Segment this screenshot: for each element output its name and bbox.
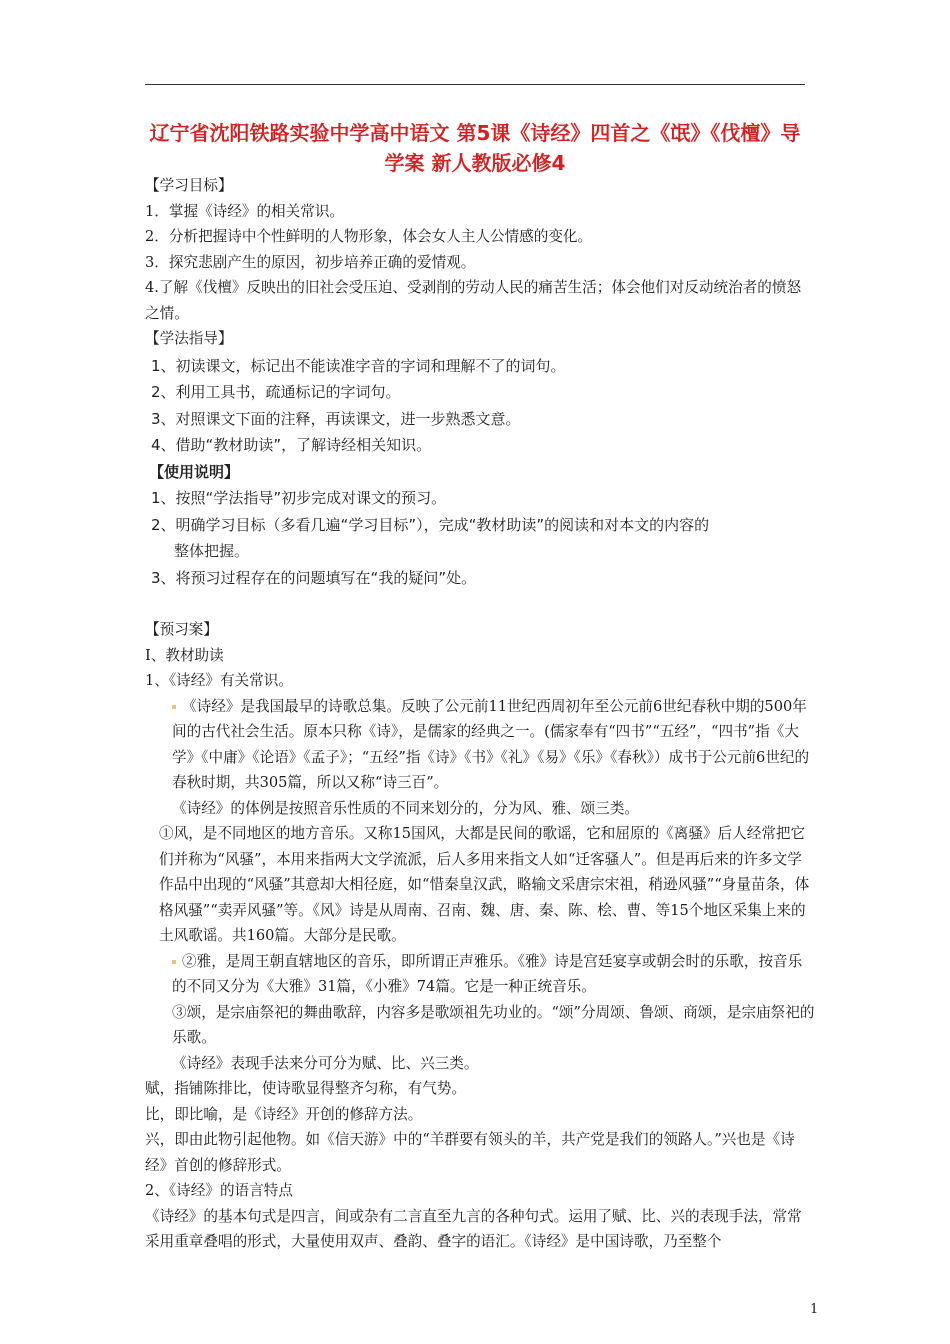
document-body	[145, 173, 815, 1255]
objective-item-2: 2．分析把握诗中个性鲜明的人物形象，体会女人主人公情感的变化。	[145, 228, 593, 245]
paragraph-overview-text: 《诗经》是我国最早的诗歌总集。反映了公元前11世纪西周初年至公元前6世纪春秋中期的500年间的古代社会生活。原本只称《诗》，是儒家的经典之一。(儒家奉有“四书”“五经”，“四书”指《大学》《中庸》《论语》《孟子》；“五经”指《诗》《书》《礼》《易》《乐》《春秋》）成书于公元前6世纪的春秋时期，共305篇，所以又称“诗三百”。	[172, 697, 810, 791]
objective-item-1: 1．掌握《诗经》的相关常识。	[145, 202, 345, 220]
method-heading: 【学法指导】	[145, 330, 233, 347]
paragraph-techniques: 《诗经》表现手法来分可分为赋、比、兴三类。	[172, 1054, 479, 1072]
paragraph-song: ③颂，是宗庙祭祀的舞曲歌辞，内容多是歌颂祖先功业的。“颂”分周颂、鲁颂、商颂，是宗庙祭祀的乐歌。	[172, 1003, 815, 1046]
usage-item-2-continued: 整体把握。	[174, 542, 250, 560]
paragraph-feng: ①风，是不同地区的地方音乐。又称15国风，大都是民间的歌谣，它和屈原的《离骚》后人经常把它们并称为“风骚”，本用来指两大文学流派，后人多用来指文人如“迁客骚人”。但是再后来的许多文学作品中出现的“风骚”其意却大相径庭，如“惜秦皇汉武，略输文采唐宗宋祖，稍逊风骚”“身量苗条，体格风骚”“卖弄风骚”等。《风》诗是从周南、召南、魏、唐、秦、陈、桧、曹、等15个地区采集上来的土风歌谣。共160篇。大部分是民歌。	[159, 825, 810, 944]
usage-heading: 【使用说明】	[149, 462, 240, 481]
method-section	[145, 326, 815, 591]
method-item-1: 1、初读课文，标记出不能读准字音的字词和理解不了的词句。	[151, 356, 566, 375]
method-item-2: 2、利用工具书，疏通标记的字词句。	[151, 383, 401, 401]
page-number: 1	[810, 1302, 819, 1317]
paragraph-ya-text: ②雅，是周王朝直辖地区的音乐，即所谓正声雅乐。《雅》诗是宫廷宴享或朝会时的乐歌，按音乐的不同又分为《大雅》31篇，《小雅》74篇。它是一种正统音乐。	[172, 952, 803, 995]
method-item-4: 4、借助“教材助读”，了解诗经相关知识。	[151, 436, 432, 454]
paragraph-language: 《诗经》的基本句式是四言，间或杂有二言直至九言的各种句式。运用了赋、比、兴的表现手法，常常采用重章叠唱的形式，大量使用双声、叠韵、叠字的语汇。《诗经》是中国诗歌，乃至整个	[145, 1207, 802, 1250]
paragraph-classification: 《诗经》的体例是按照音乐性质的不同来划分的，分为风、雅、颂三类。	[172, 799, 640, 817]
preview-heading: 【预习案】	[145, 621, 218, 638]
usage-item-1: 1、按照“学法指导”初步完成对课文的预习。	[151, 489, 447, 507]
usage-item-2: 2、明确学习目标（多看几遍“学习目标”），完成“教材助读”的阅读和对本文的内容的	[151, 515, 710, 534]
header-rule	[145, 84, 805, 85]
paragraph-overview	[145, 694, 815, 796]
section-heading-materials: I、教材助读	[145, 646, 224, 664]
objectives-heading: 【学习目标】	[145, 177, 233, 194]
paragraph-bi: 比，即比喻，是《诗经》开创的修辞方法。	[145, 1105, 423, 1123]
objective-item-4: 4.了解《伐檀》反映出的旧社会受压迫、受剥削的劳动人民的痛苦生活；体会他们对反动统治者的愤怒之情。	[145, 279, 802, 322]
paragraph-ya	[145, 949, 815, 1000]
subheading-knowledge: 1、《诗经》有关常识。	[145, 672, 293, 689]
subheading-language: 2、《诗经》的语言特点	[145, 1182, 293, 1199]
bullet-mark	[172, 705, 176, 709]
bullet-mark	[172, 960, 176, 964]
objective-item-3: 3．探究悲剧产生的原因，初步培养正确的爱情观。	[145, 253, 476, 271]
method-item-3: 3、对照课文下面的注释，再读课文，进一步熟悉文意。	[151, 409, 521, 428]
usage-item-3: 3、将预习过程存在的问题填写在“我的疑问”处。	[151, 568, 477, 587]
paragraph-xing: 兴，即由此物引起他物。如《信天游》中的“羊群要有领头的羊，共产党是我们的领路人。”兴也是《诗经》首创的修辞形式。	[145, 1131, 795, 1174]
document-title: 辽宁省沈阳铁路实验中学高中语文 第5课《诗经》四首之《氓》《伐檀》导学案 新人教版必修4	[149, 121, 801, 175]
paragraph-fu: 赋，指铺陈排比，使诗歌显得整齐匀称，有气势。	[145, 1080, 467, 1097]
